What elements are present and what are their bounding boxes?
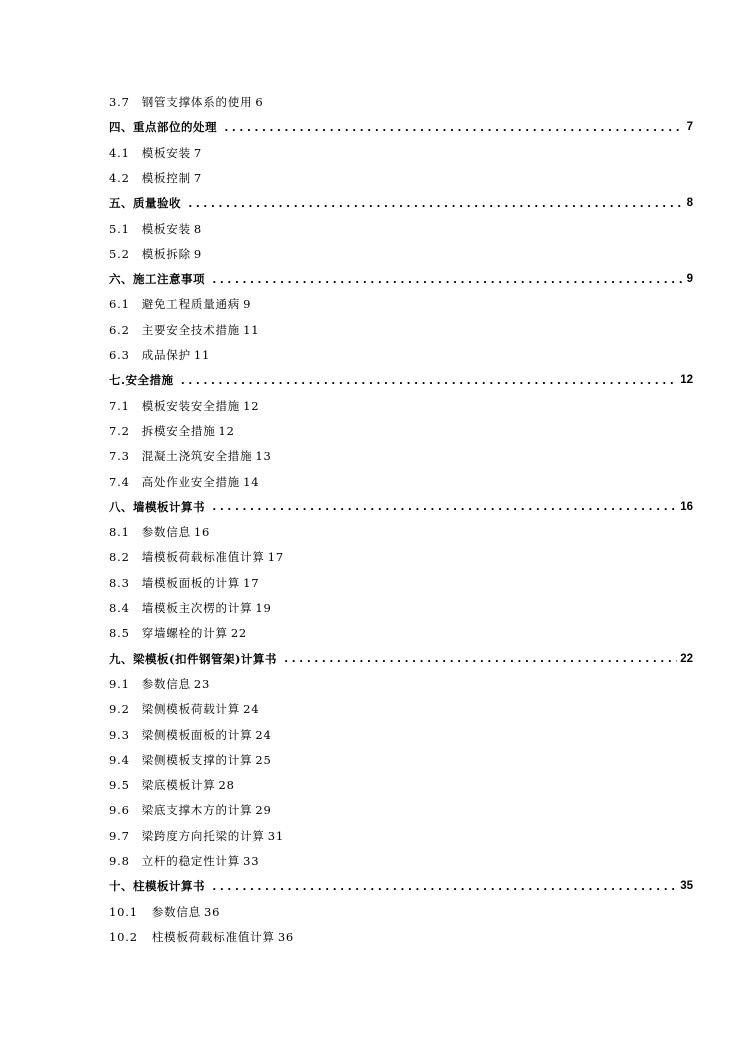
toc-entry-title: 六、施工注意事项: [109, 272, 205, 287]
toc-entry-title: 七.安全措施: [109, 373, 174, 388]
toc-entry-title: 参数信息: [141, 676, 191, 691]
toc-section-number: 10.1: [109, 904, 138, 919]
toc-entry-title: 梁侧模板支撑的计算: [141, 752, 253, 767]
toc-section-entry[interactable]: [109, 320, 693, 340]
toc-entry-title: 混凝土浇筑安全措施: [141, 449, 253, 464]
toc-section-number: 5.2: [109, 246, 130, 261]
toc-section-number: 9.8: [109, 854, 130, 868]
toc-entry-title: 梁跨度方向托梁的计算: [141, 828, 265, 843]
toc-page-number: 36: [204, 904, 221, 919]
toc-entry-title: 成品保护: [141, 348, 191, 362]
toc-section-entry[interactable]: [109, 573, 693, 593]
toc-page-number: 14: [243, 474, 260, 489]
toc-page-number: 7: [193, 145, 203, 160]
toc-chapter-entry[interactable]: [109, 117, 693, 137]
toc-entry-title: 主要安全技术措施: [141, 322, 241, 337]
toc-page-number: 24: [255, 727, 272, 742]
toc-entry-title: 立杆的稳定性计算: [141, 854, 241, 868]
toc-section-entry[interactable]: [109, 345, 693, 365]
toc-entry-title: 高处作业安全措施: [141, 474, 241, 489]
toc-section-number: 7.3: [109, 449, 130, 464]
toc-page-number: 35: [680, 880, 693, 893]
toc-entry-title: 梁侧模板面板的计算: [141, 727, 253, 742]
toc-section-entry[interactable]: [109, 851, 693, 871]
toc-page-number: 24: [243, 702, 260, 717]
toc-chapter-entry[interactable]: [109, 269, 693, 289]
toc-page-number: 13: [255, 449, 272, 464]
toc-page-number: 12: [680, 374, 693, 387]
toc-section-number: 7.2: [109, 423, 130, 438]
toc-page-number: 11: [193, 348, 211, 362]
toc-chapter-entry[interactable]: [109, 497, 693, 517]
toc-section-number: 9.5: [109, 778, 130, 793]
toc-page-number: 12: [243, 398, 260, 413]
toc-entry-title: 参数信息: [141, 525, 191, 540]
toc-page-number: 16: [680, 500, 693, 513]
toc-section-entry[interactable]: [109, 598, 693, 618]
toc-entry-title: 模板安装安全措施: [141, 398, 241, 413]
toc-section-number: 9.3: [109, 727, 130, 742]
toc-entry-title: 梁侧模板荷载计算: [141, 702, 241, 717]
toc-section-entry[interactable]: [109, 902, 693, 922]
toc-section-entry[interactable]: [109, 927, 693, 947]
toc-entry-title: 梁底模板计算: [141, 778, 216, 793]
toc-page-number: 28: [218, 778, 235, 793]
toc-section-number: 8.4: [109, 601, 130, 615]
toc-section-number: 4.2: [109, 170, 130, 185]
toc-entry-title: 梁底支撑木方的计算: [141, 803, 253, 818]
toc-entry-title: 模板安装: [141, 221, 191, 236]
toc-entry-title: 模板安装: [141, 145, 191, 160]
toc-section-number: 7.1: [109, 398, 130, 413]
toc-page-number: 12: [218, 423, 235, 438]
toc-section-number: 8.2: [109, 550, 130, 565]
toc-page-number: 7: [686, 121, 693, 134]
toc-section-entry[interactable]: [109, 143, 693, 163]
toc-entry-title: 墙模板面板的计算: [141, 575, 241, 590]
toc-entry-title: 八、墙模板计算书: [109, 499, 205, 514]
toc-section-number: 4.1: [109, 145, 130, 160]
toc-section-number: 3.7: [109, 95, 130, 109]
toc-page-number: 6: [255, 95, 264, 109]
toc-page-number: 36: [277, 929, 295, 944]
toc-dot-leader: [283, 652, 677, 665]
toc-section-entry[interactable]: [109, 396, 693, 416]
toc-page-number: 25: [255, 752, 272, 767]
toc-entry-title: 五、质量验收: [109, 196, 181, 211]
toc-section-entry[interactable]: [109, 244, 693, 264]
toc-entry-title: 九、梁模板(扣件钢管架)计算书: [109, 651, 277, 666]
toc-section-number: 6.1: [109, 297, 130, 312]
toc-entry-title: 拆模安全措施: [141, 423, 216, 438]
toc-page-number: 9: [686, 273, 693, 286]
toc-section-entry[interactable]: [109, 472, 693, 492]
toc-section-entry[interactable]: [109, 775, 693, 795]
toc-section-number: 7.4: [109, 474, 130, 489]
toc-section-entry[interactable]: [109, 421, 693, 441]
toc-section-number: 9.1: [109, 676, 130, 691]
toc-entry-title: 柱模板荷载标准值计算: [151, 929, 275, 944]
toc-section-entry[interactable]: [109, 699, 693, 719]
toc-page-number: 22: [680, 652, 693, 665]
toc-dot-leader: [211, 273, 684, 286]
toc-page-number: 8: [686, 197, 693, 210]
toc-section-entry[interactable]: [109, 547, 693, 567]
toc-section-entry[interactable]: [109, 725, 693, 745]
toc-dot-leader: [211, 880, 677, 893]
toc-section-entry[interactable]: [109, 674, 693, 694]
toc-dot-leader: [211, 500, 677, 513]
toc-section-entry[interactable]: [109, 750, 693, 770]
toc-section-entry[interactable]: [109, 800, 693, 820]
toc-section-entry[interactable]: [109, 294, 693, 314]
toc-page-number: 23: [193, 676, 211, 691]
toc-section-number: 6.3: [109, 348, 130, 362]
toc-section-number: 6.2: [109, 322, 130, 337]
toc-page-number: 19: [255, 601, 272, 615]
toc-chapter-entry[interactable]: [109, 649, 693, 669]
toc-entry-title: 墙模板主次楞的计算: [141, 601, 253, 615]
toc-entry-title: 参数信息: [151, 904, 202, 919]
toc-section-entry[interactable]: [109, 623, 693, 643]
toc-section-number: 9.6: [109, 803, 130, 818]
toc-page-number: 17: [243, 575, 260, 590]
toc-entry-title: 穿墙螺栓的计算: [141, 626, 228, 641]
toc-section-number: 9.2: [109, 702, 130, 717]
toc-page-number: 9: [193, 246, 203, 261]
toc-entry-title: 钢管支撑体系的使用: [141, 95, 253, 109]
toc-section-number: 8.3: [109, 575, 130, 590]
toc-section-number: 5.1: [109, 221, 130, 236]
toc-page-number: 29: [255, 803, 272, 818]
toc-dot-leader: [223, 121, 684, 134]
toc-chapter-entry[interactable]: [109, 876, 693, 896]
toc-page-number: 22: [230, 626, 248, 641]
toc-section-entry[interactable]: [109, 92, 693, 112]
toc-entry-title: 避免工程质量通病: [141, 297, 241, 312]
toc-entry-title: 十、柱模板计算书: [109, 879, 205, 894]
toc-entry-title: 模板控制: [141, 170, 191, 185]
toc-page-number: 7: [193, 170, 203, 185]
toc-chapter-entry[interactable]: [109, 370, 693, 390]
toc-page-number: 17: [267, 550, 284, 565]
toc-section-number: 8.5: [109, 626, 130, 641]
toc-section-number: 9.4: [109, 752, 130, 767]
toc-dot-leader: [187, 197, 684, 210]
toc-section-entry[interactable]: [109, 446, 693, 466]
toc-page-number: 11: [243, 322, 260, 337]
toc-page-number: 16: [193, 525, 211, 540]
toc-section-entry[interactable]: [109, 219, 693, 239]
toc-page-number: 31: [267, 828, 284, 843]
toc-section-entry[interactable]: [109, 168, 693, 188]
toc-dot-leader: [180, 374, 678, 387]
toc-page-number: 9: [243, 297, 252, 312]
toc-chapter-entry[interactable]: [109, 193, 693, 213]
toc-section-number: 8.1: [109, 525, 130, 540]
toc-entry-title: 模板拆除: [141, 246, 191, 261]
toc-entry-title: 四、重点部位的处理: [109, 120, 217, 135]
toc-section-number: 10.2: [109, 929, 138, 944]
toc-section-number: 9.7: [109, 828, 130, 843]
toc-section-entry[interactable]: [109, 522, 693, 542]
toc-page-number: 8: [193, 221, 203, 236]
toc-section-entry[interactable]: [109, 826, 693, 846]
toc-entry-title: 墙模板荷载标准值计算: [141, 550, 265, 565]
toc-page-number: 33: [243, 854, 260, 868]
